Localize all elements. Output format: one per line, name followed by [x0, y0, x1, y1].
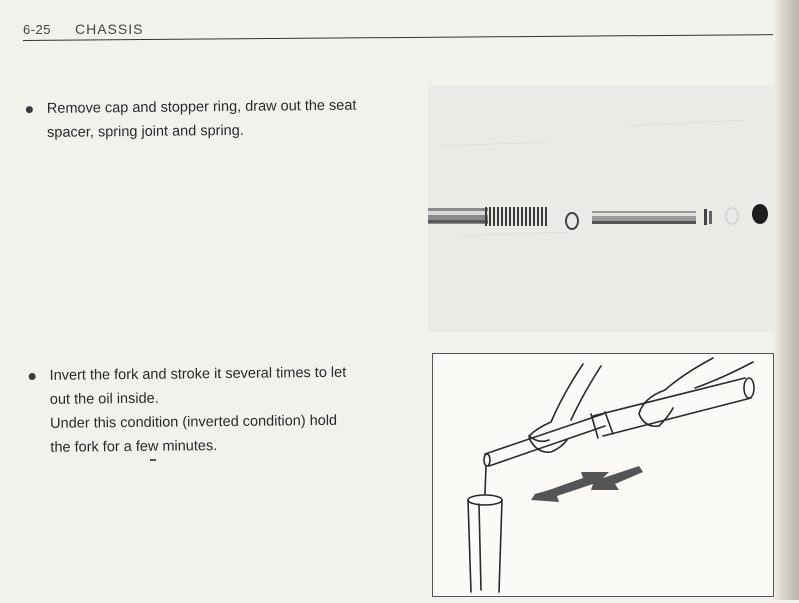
- fork-parts-photo: [428, 86, 774, 332]
- step-remove-cap: [47, 93, 407, 145]
- step-text-line: Under this condition (inverted condition) hold: [50, 412, 338, 432]
- section-title: CHASSIS: [75, 21, 144, 37]
- bullet-icon: [29, 373, 36, 380]
- step-text-line: spacer, spring joint and spring.: [47, 122, 244, 141]
- bullet-icon: [26, 106, 33, 113]
- fork-parts-photo-graphic: [428, 86, 774, 332]
- invert-fork-drawing: [433, 354, 775, 598]
- step-text-line: Remove cap and stopper ring, draw out the seat: [46, 97, 357, 117]
- page-edge-shadow: [773, 0, 799, 600]
- step-text-line: the fork for a few minutes.: [50, 438, 218, 456]
- stray-mark: [150, 459, 156, 461]
- invert-fork-illustration: [432, 353, 774, 597]
- page-number: 6-25: [23, 22, 52, 37]
- step-text-line: Invert the fork and stroke it several times to let: [49, 364, 347, 384]
- step-invert-fork: [50, 360, 401, 460]
- step-text-line: out the oil inside.: [49, 390, 159, 408]
